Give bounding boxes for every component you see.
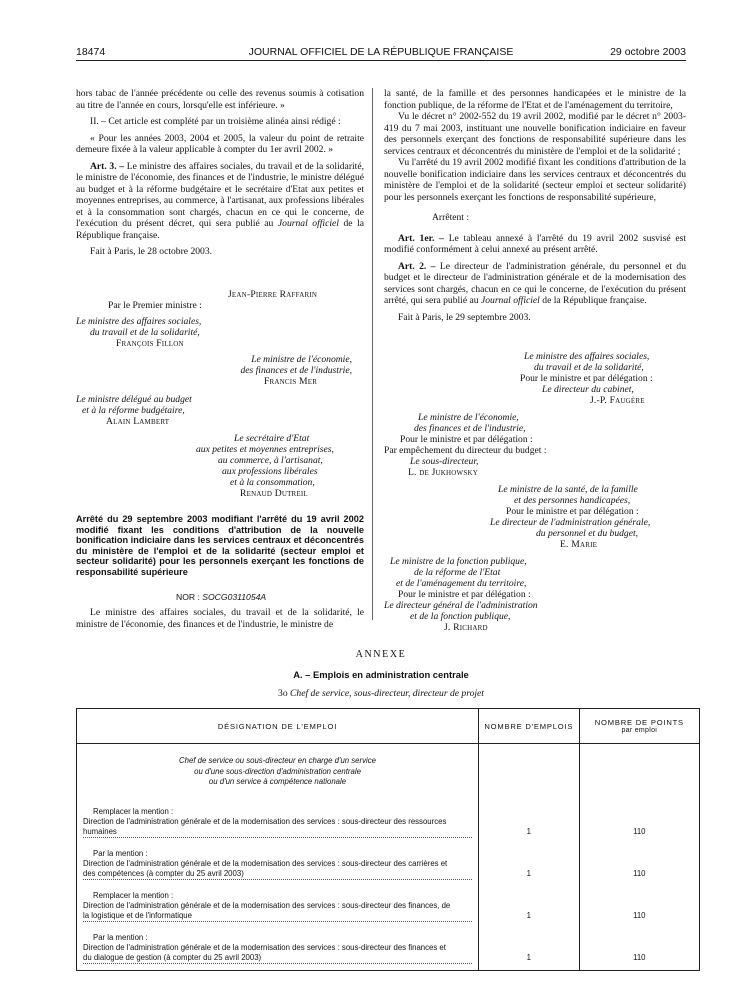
annexe-title: ANNEXE xyxy=(355,649,407,660)
designation-line: Direction de l'administration générale et de la modernisation des services : sous-directeur des ressources xyxy=(83,816,447,826)
signer-title: Le directeur général de l'administration xyxy=(384,600,538,611)
signer-title: du personnel et du budget, xyxy=(536,528,639,539)
table-row xyxy=(77,844,700,859)
table-row xyxy=(77,886,700,901)
subsection-title: Chef de service, sous-directeur, directeur de projet xyxy=(290,688,484,699)
mention-label: Par la mention : xyxy=(93,848,148,858)
nor-reference xyxy=(176,592,266,602)
mention-label-cell xyxy=(77,928,479,943)
empty-cell xyxy=(579,802,699,817)
signer-name: Francis Mer xyxy=(264,376,318,387)
signer-title: Le ministre de la fonction publique, xyxy=(390,556,527,567)
signer-delegation: Pour le ministre et par délégation : xyxy=(520,373,653,384)
annexe-subsection xyxy=(76,688,686,699)
signer-premier-ministre: Jean-Pierre Raffarin xyxy=(228,289,318,300)
signer-title: du travail et de la solidarité, xyxy=(534,362,644,373)
intro-line: Chef de service ou sous-directeur en charge d'un service xyxy=(179,756,376,765)
text-paragraph: la santé, de la famille et des personnes handicapées et le ministre de la fonction publique, de la réforme de l'Etat et de l'aménagement du territoire, xyxy=(384,88,686,111)
mention-label-cell xyxy=(77,844,479,859)
count-cell: 1 xyxy=(479,859,580,886)
signer-title: et de l'aménagement du territoire, xyxy=(396,578,527,589)
mention-label-cell xyxy=(77,802,479,817)
fait-a-paris: Fait à Paris, le 29 septembre 2003. xyxy=(398,311,531,323)
vu-paragraph: Vu le décret n° 2002-552 du 19 avril 2002, modifié par le décret n° 2003-419 du 7 mai 2003, instituant une nouvelle bonification indiciaire en faveur des personnels exerçant des fonctions de responsabilité supérieure dans les services centraux et déconcentrés du ministère de l'emploi et de la solidarité ; xyxy=(384,111,686,157)
article-text-end: de la République française. xyxy=(76,218,364,241)
journal-ref: Journal officiel xyxy=(277,218,339,229)
designation-line: Direction de l'administration générale et de la modernisation des services : sous-directeur des carrières et xyxy=(83,858,448,868)
designation-line: la logistique et de l'informatique xyxy=(83,911,472,922)
header-line: NOMBRE DE POINTS xyxy=(594,718,684,727)
signer-title: Le ministre délégué au budget xyxy=(76,394,192,405)
arrete-title: Arrêté du 29 septembre 2003 modifiant l'arrêté du 19 avril 2002 modifié fixant les conditions d'attribution de la nouvelle bonification indiciaire dans les services centraux et déconcentrés du ministère de l'emploi et de la solidarité (secteur emploi et secteur solidarité) pour les personnels exerçant les fonctions de responsabilité supérieure xyxy=(76,514,364,577)
signer-title: Le directeur de l'administration générale, xyxy=(490,517,651,528)
signer-title: du travail et de la solidarité, xyxy=(90,327,200,338)
designation-cell xyxy=(77,901,479,928)
annexe-table xyxy=(76,708,700,971)
header-subline: par emploi xyxy=(621,727,658,734)
text-paragraph: hors tabac de l'année précédente ou celle des revenus soumis à cotisation au titre de l'année en cours, lorsqu'elle est inférieure. » xyxy=(76,88,364,111)
signer-name: E. Marie xyxy=(560,539,598,550)
signer-title: et à la consommation, xyxy=(230,477,315,488)
intro-cell xyxy=(77,744,479,802)
designation-cell xyxy=(77,943,479,971)
empty-cell xyxy=(579,844,699,859)
signer-title: et de la fonction publique, xyxy=(410,611,511,622)
page-number: 18474 xyxy=(76,46,106,58)
column-separator xyxy=(372,88,373,620)
signer-title: des finances et de l'industrie, xyxy=(414,423,526,434)
signer-name: Alain Lambert xyxy=(106,416,170,427)
annexe-section: A. – Emplois en administration centrale xyxy=(293,669,469,680)
article-label: Art. 3. – xyxy=(90,160,125,172)
signer-delegation: Par empêchement du directeur du budget : xyxy=(384,445,547,456)
table-row xyxy=(77,943,700,971)
text-paragraph: Le ministre des affaires sociales, du travail et de la solidarité, le ministre de l'économie, des finances et de l'industrie, le ministre de xyxy=(76,607,364,630)
par-premier-ministre: Par le Premier ministre : xyxy=(108,300,202,311)
signer-name: J. Richard xyxy=(444,622,488,633)
mention-label: Remplacer la mention : xyxy=(93,890,174,900)
text-paragraph: II. – Cet article est complété par un troisième alinéa ainsi rédigé : xyxy=(90,116,341,127)
empty-cell xyxy=(579,744,699,802)
signer-title: aux professions libérales xyxy=(222,466,318,477)
empty-cell xyxy=(479,744,580,802)
empty-cell xyxy=(479,928,580,943)
signer-name: J.-P. Faugère xyxy=(590,395,645,406)
designation-line: Direction de l'administration générale et de la modernisation des services : sous-directeur des finances, de xyxy=(83,900,451,910)
table-row xyxy=(77,901,700,928)
signer-name: Renaud Dutreil xyxy=(240,488,308,499)
designation-line: du dialogue de gestion (à compter du 25 avril 2003) xyxy=(83,953,472,964)
points-cell: 110 xyxy=(579,943,699,971)
table-row xyxy=(77,859,700,886)
article-2 xyxy=(384,261,686,307)
points-cell: 110 xyxy=(579,901,699,928)
empty-cell xyxy=(479,844,580,859)
arretent: Arrêtent : xyxy=(432,212,470,223)
signer-name: L. de Jukhowsky xyxy=(408,467,478,478)
designation-cell xyxy=(77,817,479,844)
signer-title: Le ministre des affaires sociales, xyxy=(76,316,202,327)
right-column xyxy=(384,88,686,323)
empty-cell xyxy=(479,802,580,817)
signer-title: Le sous-directeur, xyxy=(410,456,479,467)
mention-label-cell xyxy=(77,886,479,901)
table-row xyxy=(77,802,700,817)
intro-line: ou d'une sous-direction d'administration centrale xyxy=(194,766,361,776)
signer-title: Le ministre de la santé, de la famille xyxy=(498,484,638,495)
vu-paragraph: Vu l'arrêté du 19 avril 2002 modifié fixant les conditions d'attribution de la nouvelle bonification indiciaire dans les services centraux et déconcentrés du ministère de l'emploi et de la solidarité (secteur emploi et secteur solidarité) pour les personnels exerçant les fonctions de responsabilité supérieure, xyxy=(384,157,686,203)
empty-cell xyxy=(579,928,699,943)
text-paragraph: « Pour les années 2003, 2004 et 2005, la valeur du point de retraite demeure fixée à la valeur applicable à compter du 1er avril 2002. » xyxy=(76,132,364,155)
fait-a-paris: Fait à Paris, le 28 octobre 2003. xyxy=(90,246,213,257)
empty-cell xyxy=(579,886,699,901)
journal-title: JOURNAL OFFICIEL DE LA RÉPUBLIQUE FRANÇAISE xyxy=(248,46,514,58)
article-text: Le tableau annexé à l'arrêté du 19 avril 2002 susvisé est modifié conformément à celui annexé au présent arrêté. xyxy=(384,232,687,255)
designation-line: Direction de l'administration générale et de la modernisation des services : sous-directeur des finances et xyxy=(83,942,446,952)
subsection-number: 3o xyxy=(278,688,288,699)
count-cell: 1 xyxy=(479,943,580,971)
journal-ref: Journal officiel xyxy=(480,295,540,306)
table-row xyxy=(77,928,700,943)
signer-title: Le ministre de l'économie, xyxy=(418,412,519,423)
nor-label: NOR : xyxy=(176,592,200,602)
designation-line: humaines xyxy=(83,827,472,838)
designation-cell xyxy=(77,859,479,886)
article-3 xyxy=(76,161,364,242)
points-cell: 110 xyxy=(579,859,699,886)
article-label: Art. 1er. – xyxy=(398,232,444,244)
mention-label: Par la mention : xyxy=(93,932,148,942)
count-cell: 1 xyxy=(479,901,580,928)
intro-line: ou d'un service à compétence nationale xyxy=(208,777,347,786)
signer-delegation: Pour le ministre et par délégation : xyxy=(506,506,639,517)
header-rule xyxy=(76,60,686,61)
signer-title: Le ministre des affaires sociales, xyxy=(524,351,650,362)
signer-title: et des personnes handicapées, xyxy=(514,495,631,506)
empty-cell xyxy=(479,886,580,901)
signer-delegation: Pour le ministre et par délégation : xyxy=(400,434,533,445)
signer-title: Le directeur du cabinet, xyxy=(542,384,634,395)
article-1 xyxy=(384,233,686,256)
column-header-nombre-points xyxy=(579,709,699,744)
article-label: Art. 2. – xyxy=(398,260,436,272)
article-text: Le directeur de l'administration générale, du personnel et du budget et le directeur de l'administration générale et de la modernisation des services sont chargés, chacun en ce qui le concerne, de l'exécution du présent arrêté, qui sera publié au xyxy=(384,260,687,306)
signer-title: des finances et de l'industrie, xyxy=(240,365,352,376)
points-cell: 110 xyxy=(579,817,699,844)
article-text: Le ministre des affaires sociales, du travail et de la solidarité, le ministre de l'économie, des finances et de l'industrie, le ministre délégué au budget et à la réforme budgétaire et le secrétaire d'Etat aux petites et moyennes entreprises, au commerce, à l'artisanat, aux professions libérales et à la consommation sont chargés, chacun en ce qui le concerne, de l'exécution du présent décret, qui sera publié au xyxy=(76,160,364,229)
nor-code: SOCG0311054A xyxy=(202,592,267,602)
left-column xyxy=(76,88,364,258)
signer-delegation: Pour le ministre et par délégation : xyxy=(398,589,531,600)
mention-label: Remplacer la mention : xyxy=(93,806,174,816)
signer-title: de la réforme de l'Etat xyxy=(414,567,501,578)
table-row xyxy=(77,817,700,844)
column-header-nombre-emplois: NOMBRE D'EMPLOIS xyxy=(479,709,580,744)
table-row-intro xyxy=(77,744,700,802)
signer-title: Le secrétaire d'Etat xyxy=(234,433,310,444)
signer-title: aux petites et moyennes entreprises, xyxy=(196,444,334,455)
signer-title: et à la réforme budgétaire, xyxy=(82,405,185,416)
left-column-tail xyxy=(76,607,364,630)
count-cell: 1 xyxy=(479,817,580,844)
signer-name: François Fillon xyxy=(116,338,184,349)
article-text-end: de la République française. xyxy=(542,295,647,306)
signer-title: au commerce, à l'artisanat, xyxy=(218,455,323,466)
signer-title: Le ministre de l'économie, xyxy=(251,354,352,365)
issue-date: 29 octobre 2003 xyxy=(610,46,686,58)
designation-line: des compétences (à compter du 25 avril 2003) xyxy=(83,869,472,880)
column-header-designation: DÉSIGNATION DE L'EMPLOI xyxy=(77,709,479,744)
